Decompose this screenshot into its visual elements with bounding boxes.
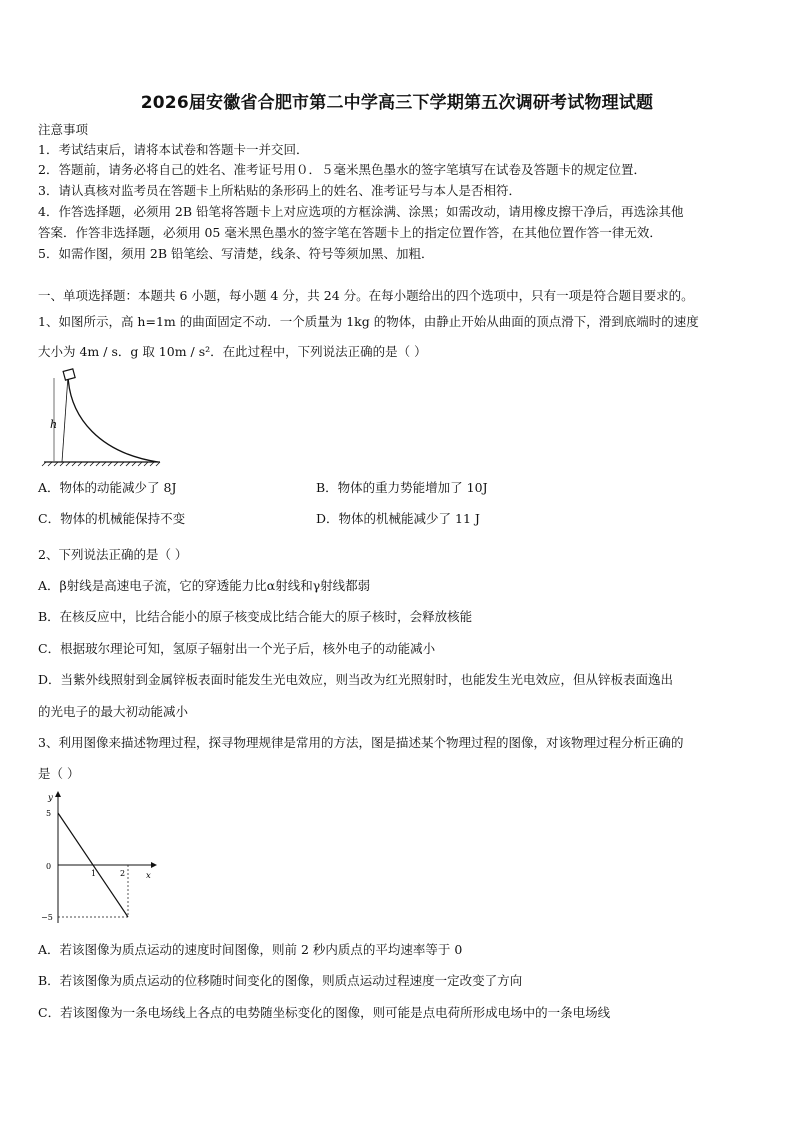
- q2-option-a: A．β射线是高速电子流，它的穿透能力比α射线和γ射线都弱: [38, 578, 371, 593]
- section-heading: 一、单项选择题：本题共 6 小题，每小题 4 分，共 24 分。在每小题给出的四个选项中，只有一项是符合题目要求的。: [38, 288, 694, 303]
- q3-option-b: B．若该图像为质点运动的位移随时间变化的图像，则质点运动过程速度一定改变了方向: [38, 973, 523, 988]
- ground-hatch: [42, 462, 160, 466]
- tick-label-x1: 1: [91, 869, 97, 878]
- q2-option-b: B．在核反应中，比结合能小的原子核变成比结合能大的原子核时，会释放核能: [38, 609, 473, 624]
- notice-item-4: 4．作答选择题，必须用 2B 铅笔将答题卡上对应选项的方框涂满、涂黑；如需改动，请用橡皮擦干净后，再选涂其他: [38, 204, 684, 219]
- q1-stem-line1: 1、如图所示，高 h=1m 的曲面固定不动．一个质量为 1kg 的物体，由静止开始从曲面的顶点滑下，滑到底端时的速度: [38, 314, 699, 329]
- q1-option-c: C．物体的机械能保持不变: [38, 511, 186, 526]
- q2-option-d-line2: 的光电子的最大初动能减小: [38, 704, 189, 719]
- q2-option-d-line1: D．当紫外线照射到金属锌板表面时能发生光电效应，则当改为红光照射时，也能发生光电效应，但从锌板表面逸出: [38, 672, 674, 687]
- notice-item-3: 3．请认真核对监考员在答题卡上所粘贴的条形码上的姓名、准考证号与本人是否相符．: [38, 183, 521, 198]
- notice-item-5: 5．如需作图，须用 2B 铅笔绘、写清楚，线条、符号等须加黑、加粗．: [38, 246, 434, 261]
- q1-stem-line2: 大小为 4m / s．g 取 10m / s²．在此过程中，下列说法正确的是（ ）: [38, 344, 427, 359]
- q1-slope-figure: [40, 368, 165, 468]
- y-axis-label: y: [48, 793, 53, 803]
- curved-surface: [68, 376, 158, 462]
- q3-line-graph: [38, 788, 168, 928]
- height-label: h: [50, 418, 58, 431]
- block: [63, 369, 75, 380]
- notice-heading: 注意事项: [38, 122, 89, 137]
- tick-label-x2: 2: [120, 869, 126, 878]
- q1-option-b: B．物体的重力势能增加了 10J: [316, 480, 488, 495]
- q3-stem-line2: 是（ ）: [38, 766, 80, 781]
- page-title: 2026届安徽省合肥市第二中学高三下学期第五次调研考试物理试题: [140, 93, 654, 113]
- surface-back: [62, 376, 68, 462]
- notice-item-1: 1．考试结束后，请将本试卷和答题卡一并交回．: [38, 142, 309, 157]
- tick-label-y-bottom: −5: [41, 913, 53, 922]
- q1-option-d: D．物体的机械能减少了 11 J: [316, 511, 480, 526]
- q3-option-a: A．若该图像为质点运动的速度时间图像，则前 2 秒内质点的平均速率等于 0: [38, 942, 463, 957]
- notice-item-4-cont: 答案．作答非选择题，必须用 05 毫米黑色墨水的签字笔在答题卡上的指定位置作答，在其他位置作答一律无效．: [38, 225, 662, 240]
- q3-stem-line1: 3、利用图像来描述物理过程，探寻物理规律是常用的方法，图是描述某个物理过程的图像，对该物理过程分析正确的: [38, 735, 684, 750]
- q2-stem: 2、下列说法正确的是（ ）: [38, 547, 188, 562]
- q1-option-a: A．物体的动能减少了 8J: [38, 480, 177, 495]
- tick-label-origin: 0: [46, 862, 52, 871]
- q2-option-c: C．根据玻尔理论可知，氢原子辐射出一个光子后，核外电子的动能减小: [38, 641, 436, 656]
- tick-label-y-top: 5: [46, 809, 52, 818]
- q3-option-c: C．若该图像为一条电场线上各点的电势随坐标变化的图像，则可能是点电荷所形成电场中的一条电场线: [38, 1005, 611, 1020]
- notice-item-2: 2．答题前，请务必将自己的姓名、准考证号用０．５毫米黑色墨水的签字笔填写在试卷及答题卡的规定位置．: [38, 162, 646, 177]
- x-axis-label: x: [146, 871, 151, 881]
